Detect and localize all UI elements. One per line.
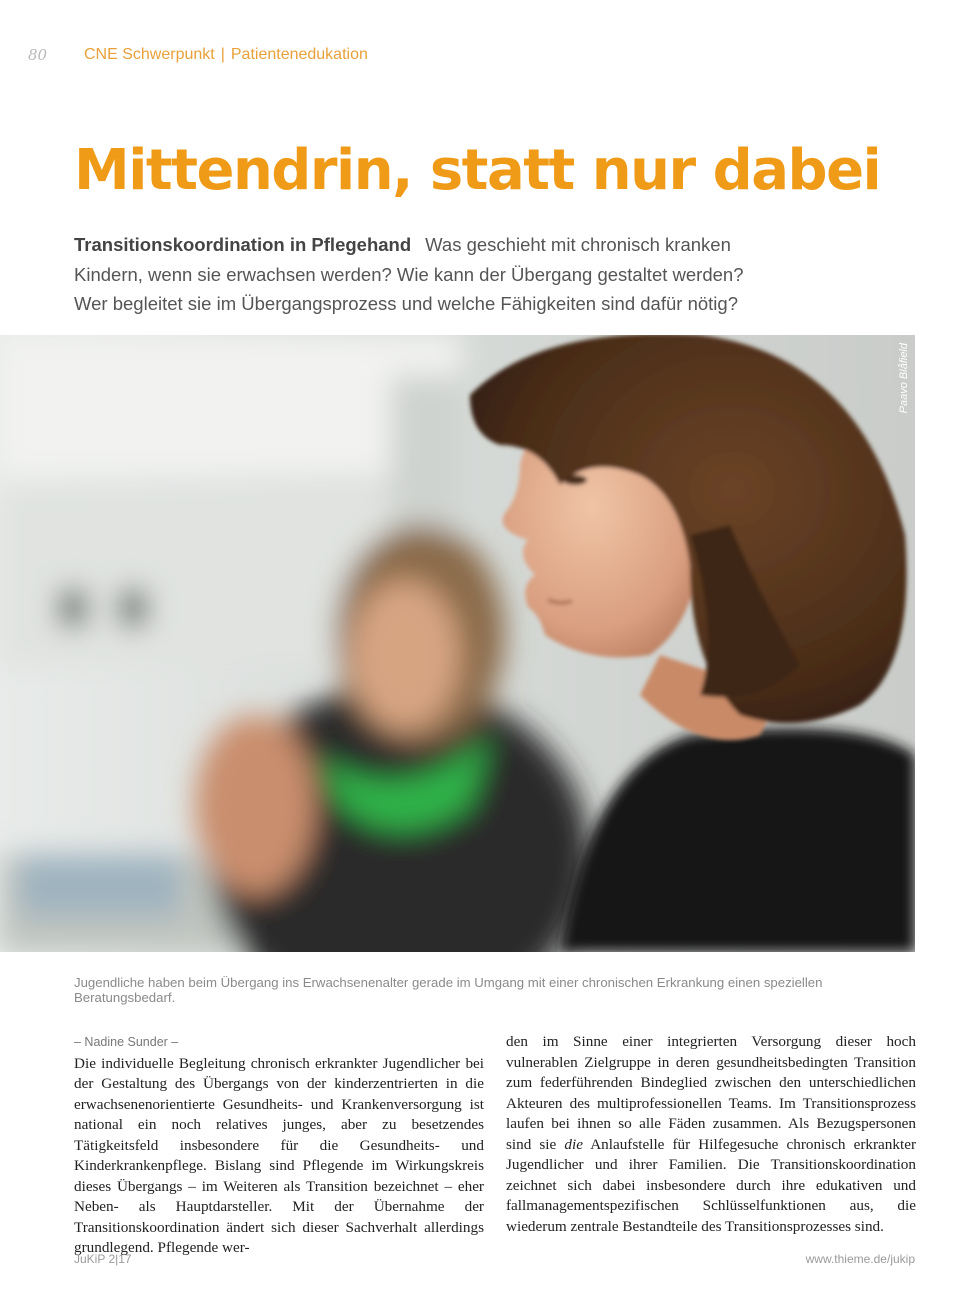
article-photo xyxy=(0,335,915,952)
body-column-left xyxy=(74,1032,484,1259)
running-header xyxy=(28,44,368,66)
body-text-b: Anlaufstelle für Hilfegesuche chronisch erkrankter Jugendlicher und ihrer Familien. Die Transitionskoordination zeichnet sich dabei insbesondere durch ihre edukativen und fallmanagementspezifischen Schlüsselfunktionen aus, die wiederum zentrale Bestandteile des Transitionsprozesses sind. xyxy=(506,1135,917,1235)
body-text-a: den im Sinne einer integrierten Versorgung dieser hoch vulnerablen Zielgruppe in deren gesundheitsbedingten Transition zum federführenden Bindeglied zwischen den unterschiedlichen Akteuren des multiprofessionellen Teams. Im Transitionsprozess laufen bei ihnen so alle Fäden zusammen. Als Bezugspersonen sind sie xyxy=(506,1033,916,1153)
body-column-right xyxy=(506,1032,916,1237)
lead-kicker: Transitionskoordination in Pflegehand xyxy=(74,234,412,255)
section-label xyxy=(84,46,368,64)
photo-illustration xyxy=(0,335,915,952)
subsection-name: Patientenedukation xyxy=(230,46,368,63)
body-paragraph-continued xyxy=(506,1032,916,1237)
section-name: CNE Schwerpunkt xyxy=(84,46,215,63)
footer-url[interactable]: www.thieme.de/jukip xyxy=(805,1252,915,1266)
author-byline: – Nadine Sunder – xyxy=(74,1035,179,1049)
photo-caption: Jugendliche haben beim Übergang ins Erwachsenenalter gerade im Umgang mit einer chronischen Erkrankung einen speziellen Beratungsbedarf. xyxy=(74,975,823,1005)
page-number: 80 xyxy=(28,46,48,64)
section-separator: | xyxy=(220,46,225,63)
emphasis-text: die xyxy=(564,1135,583,1153)
article-lead xyxy=(74,230,774,319)
lead-text: Was geschieht mit chronisch kranken Kindern, wenn sie erwachsen werden? Wie kann der Übergang gestaltet werden? Wer begleitet sie im Übergangsprozess und welche Fähigkeiten sind dafür nötig? xyxy=(74,234,744,315)
footer-journal: JuKiP 2|17 xyxy=(74,1252,132,1266)
article-title: Mittendrin, statt nur dabei xyxy=(74,138,881,203)
body-paragraph: Die individuelle Begleitung chronisch erkrankter Jugendlicher bei der Gestaltung des Übergangs von der kinderzentrierten in die erwachsenenorientierte Gesundheits- und Krankenversorgung ist national ein noch relatives junges, aber zu besetzendes Tätigkeitsfeld insbesondere für die Gesundheits- und Kinderkrankenpflege. Bislang sind Pflegende im Wirkungskreis dieses Übergangs – im Weiteren als Transition bezeichnet – eher Neben- als Hauptdarsteller. Mit der Übernahme der Transitionskoordination ändert sich dieser Sachverhalt allerdings grundlegend. Pflegende wer- xyxy=(74,1054,484,1256)
photo-credit: Paavo Blåfield xyxy=(898,343,910,414)
